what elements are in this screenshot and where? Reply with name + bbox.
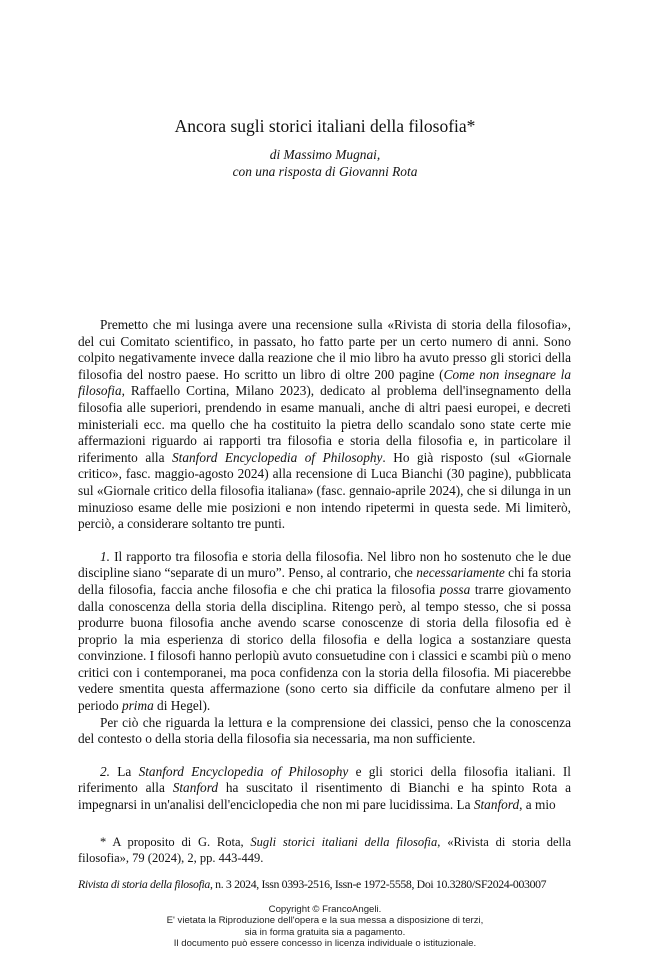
article-body: [78, 317, 571, 814]
copyright-notice: [0, 904, 650, 950]
copyright-line: E' vietata la Riproduzione dell'opera e la sua messa a disposizione di terzi,: [166, 915, 484, 927]
copyright-line: Copyright © FrancoAngeli.: [268, 904, 382, 915]
author-block: [0, 146, 650, 180]
italic-run: Come non insegnare la filosofia: [78, 366, 571, 399]
author-name: di Massimo Mugnai,: [269, 147, 381, 162]
italic-run: Stanford Encyclopedia of Philosophy: [138, 763, 349, 779]
article-title: Ancora sugli storici italiani della filosofia*: [174, 116, 476, 136]
paragraph-point-1: 1. Il rapporto tra filosofia e storia della filosofia. Nel libro non ho sostenuto che le due discipline siano “separate di un muro”. Penso, al contrario, che necessariamente chi fa storia della filosofia, faccia anche filosofia e che chi pratica la filosofia possa trarre giovamento dalla conoscenza della storia della disciplina. Ritengo però, al tempo stesso, che si possa produrre buona filosofia anche avendo scarse conoscenze di storia della filosofia ed è proprio la mia esperienza di storico della filosofia e della logica a sostanziare questa convinzione. I filosofi hanno perlopiù avuto consuetudine con i classici e scambi più o meno critici con i contemporanei, ma poca confidenza con la storia della filosofia. Mi piacerebbe vedere smentita questa affermazione (sono certo sia difficile da confutare almeno per il periodo prima di Hegel).: [78, 548, 571, 714]
footnote: [78, 834, 571, 866]
copyright-line: Il documento può essere concesso in licenza individuale o istituzionale.: [173, 938, 477, 950]
paragraph-classics: Per ciò che riguarda la lettura e la comprensione dei classici, penso che la conoscenza del contesto o della storia della filosofia sia necessaria, ma non sufficiente.: [78, 714, 571, 747]
copyright-line: sia in forma gratuita sia a pagamento.: [244, 926, 406, 938]
italic-run: necessariamente: [416, 565, 505, 581]
italic-run: Stanford: [172, 780, 219, 796]
journal-citation: Rivista di storia della filosofia, n. 3 2024, Issn 0393-2516, Issn-e 1972-5558, Doi 10.3280/SF2024-003007: [78, 877, 547, 891]
footnote-text: * A proposito di G. Rota, Sugli storici italiani della filosofia, «Rivista di storia della filosofia», 79 (2024), 2, pp. 443-449.: [78, 835, 571, 865]
italic-run: Sugli storici italiani della filosofia: [250, 835, 438, 849]
italic-run: possa: [439, 581, 471, 597]
paragraph-intro: Premetto che mi lusinga avere una recensione sulla «Rivista di storia della filosofia», del cui Comitato scientifico, in passato, ho fatto parte per un certo numero di anni. Sono colpito negativamente invece dalla reazione che il mio libro ha avuto presso gli storici della filosofia del nostro paese. Ho scritto un libro di oltre 200 pagine (Come non insegnare la filosofia, Raffaello Cortina, Milano 2023), dedicato al problema dell'insegnamento della filosofia alle superiori, prendendo in esame manuali, anche di altri paesi europei, e decreti ministeriali ecc. ma quello che ha costituito la pietra dello scandalo sono state certe mie affermazioni riguardo ai rapporti tra filosofia e storia della filosofia e, in particolare il riferimento alla Stanford Encyclopedia of Philosophy. Ho già risposto (sul «Giornale critico», fasc. maggio-agosto 2024) alla recensione di Luca Bianchi (30 pagine), pubblicata sul «Giornale critico della filosofia italiana» (fasc. gennaio-aprile 2024), che si dilunga in un minuzioso esame delle mie posizioni e non intendo ripetermi in questa sede. Mi limiterò, perciò, a considerare soltanto tre punti.: [78, 317, 571, 532]
italic-run: 2.: [100, 763, 110, 779]
italic-run: Stanford Encyclopedia of Philosophy: [172, 449, 383, 465]
paragraph-point-2: 2. La Stanford Encyclopedia of Philosophy e gli storici della filosofia italiani. Il riferimento alla Stanford ha suscitato il risentimento di Bianchi e ha spinto Rota a impegnarsi in un'analisi dell'enciclopedia che non mi pare lucidissima. La Stanford, a mio: [78, 763, 572, 813]
italic-run: prima: [121, 698, 154, 714]
author-reply-line: con una risposta di Giovanni Rota: [232, 164, 418, 179]
italic-run: Stanford: [473, 797, 520, 813]
italic-run: 1.: [100, 548, 110, 564]
italic-run: Rivista di storia della filosofia: [78, 877, 210, 891]
